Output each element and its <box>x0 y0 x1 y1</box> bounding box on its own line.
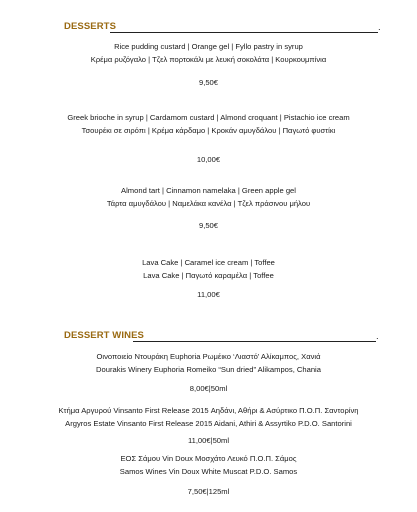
dessert-4-english: Lava Cake | Caramel ice cream | Toffee <box>142 258 275 267</box>
dessert-1-price: 9,50€ <box>198 78 218 87</box>
desserts-heading-dot: . <box>378 22 381 33</box>
wine-2-english: Argyros Estate Vinsanto First Release 2015 Aidani, Athiri & Assyrtiko P.D.O. Santorini <box>65 419 352 428</box>
dessert-2-english: Greek brioche in syrup | Cardamom custard | Almond croquant | Pistachio ice cream <box>67 113 350 122</box>
dessert-2-greek: Τσουρέκι σε σιρόπι | Κρέμα κάρδαμο | Κροκάν αμυγδάλου | Παγωτό φυστίκι <box>81 126 336 135</box>
dessert-3-greek: Τάρτα αμυγδάλου | Ναμελάκα κανέλα | Τζελ πράσινου μήλου <box>106 199 311 208</box>
dessert-wines-heading-rule <box>133 341 376 342</box>
wine-1-price: 8,00€|50ml <box>189 384 228 393</box>
dessert-2-price: 10,00€ <box>196 155 221 164</box>
wine-1-english: Dourakis Winery Euphoria Romeiko “Sun dried” Alikampos, Chania <box>96 365 321 374</box>
wine-3-greek: ΕΟΣ Σάμου Vin Doux Μοσχάτο Λευκό Π.Ο.Π. Σάμος <box>120 454 297 463</box>
desserts-heading: DESSERTS <box>64 21 117 32</box>
wine-3-english: Samos Wines Vin Doux White Muscat P.D.O. Samos <box>119 467 298 476</box>
dessert-4-price: 11,00€ <box>197 290 220 299</box>
wine-2-greek: Κτήμα Αργυρού Vinsanto First Release 2015 Αηδάνι, Αθήρι & Ασύρτικο Π.Ο.Π. Σαντορίνη <box>58 406 359 415</box>
dessert-4-greek: Lava Cake | Παγωτό καραμέλα | Toffee <box>143 271 274 280</box>
wine-3-price: 7,50€|125ml <box>187 487 230 496</box>
dessert-3-price: 9,50€ <box>198 221 218 230</box>
desserts-heading-rule <box>110 32 378 33</box>
wine-2-price: 11,00€|50ml <box>187 436 230 445</box>
dessert-3-english: Almond tart | Cinnamon namelaka | Green apple gel <box>121 186 296 195</box>
dessert-wines-heading: DESSERT WINES <box>64 330 144 341</box>
wine-1-greek: Οινοποιείο Ντουράκη Euphoria Ρωμέικο ‘Λιαστό’ Αλίκαμπος, Χανιά <box>96 352 321 361</box>
dessert-wines-heading-dot: . <box>376 331 379 342</box>
dessert-1-greek: Κρέμα ρυζόγαλο | Τζελ πορτοκάλι με λευκή σοκολάτα | Κουρκουμπίνια <box>90 55 327 64</box>
dessert-1-english: Rice pudding custard | Orange gel | Fyllo pastry in syrup <box>114 42 303 51</box>
